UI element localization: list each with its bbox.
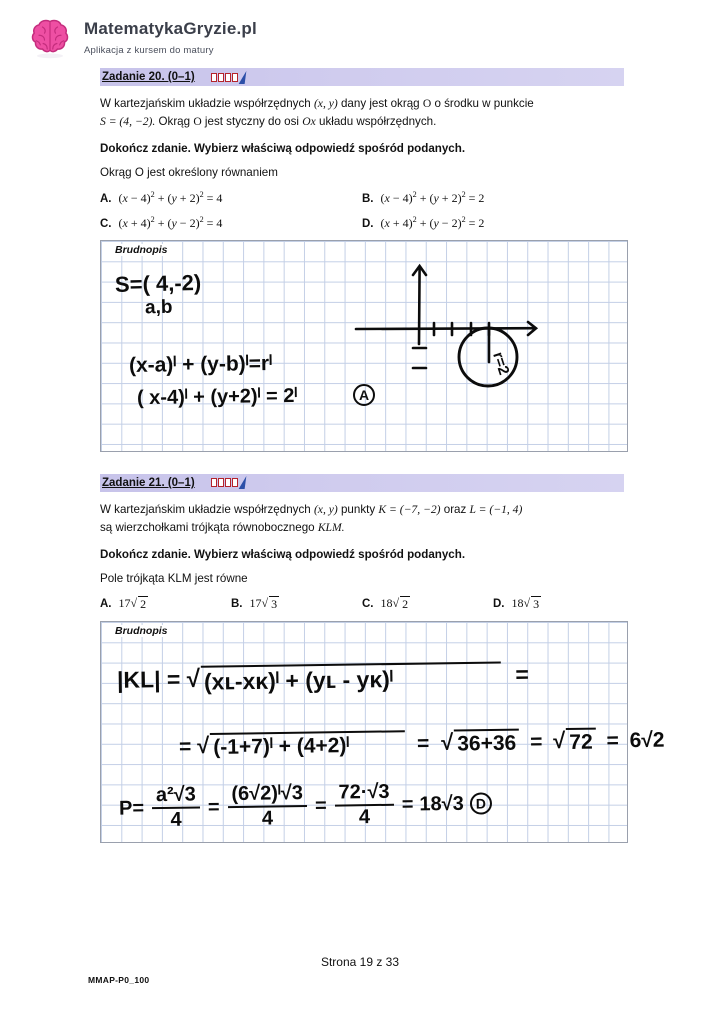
document-code: MMAP-P0_100 bbox=[88, 975, 150, 985]
handwriting-distance-computation-line: = √ (-1+7)ˡ + (4+2)ˡ = √ 36+36 = √ 72 = 6√2 bbox=[178, 727, 665, 759]
task-20 bbox=[0, 68, 720, 452]
brand-tagline: Aplikacja z kursem do matury bbox=[84, 44, 214, 56]
brand-name: MatematykaGryzie.pl bbox=[84, 19, 257, 38]
task-20-prompt: Okrąg O jest określony równaniem bbox=[100, 165, 278, 179]
answer-option-d[interactable]: D. $(x + 4)^2 + (y - 2)^2 = 2$ bbox=[362, 214, 485, 230]
points-boxes-icon bbox=[211, 476, 247, 489]
slash-icon bbox=[238, 476, 249, 489]
handwriting-coordinate-sketch bbox=[333, 249, 623, 449]
handwriting-radical-2: √ (-1+7)ˡ + (4+2)ˡ bbox=[197, 730, 405, 760]
radius-label: r=2 bbox=[489, 349, 513, 378]
scratch-area-task-21[interactable] bbox=[100, 621, 665, 843]
handwriting-fraction-2: $\frac{\text{(6√2)ˡ√3}}{4}$ bbox=[227, 782, 307, 831]
task-21-header bbox=[100, 474, 624, 492]
handwriting-ab-label: a,b bbox=[144, 296, 173, 319]
task-21-statement-line-2: są wierzchołkami trójkąta równobocznego KLM. bbox=[100, 520, 345, 534]
handwriting-fraction-1: $\frac{\text{a²√3}}{4}$ bbox=[152, 783, 201, 832]
task-20-header bbox=[100, 68, 624, 86]
handwriting-radical-3: √ 36+36 bbox=[441, 729, 519, 757]
answer-option-d[interactable]: D. 18 √ 3 bbox=[493, 595, 540, 611]
slash-icon bbox=[238, 71, 249, 84]
site-header bbox=[28, 16, 257, 60]
task-20-statement-line-2: S = (4, −2). Okrąg O jest styczny do osi Ox układu współrzędnych. bbox=[100, 114, 437, 128]
task-20-statement-line-1: W kartezjańskim układzie współrzędnych (x, y) dany jest okrąg O o środku w punkcie bbox=[100, 97, 534, 110]
answer-option-c[interactable]: C. $(x + 4)^2 + (y - 2)^2 = 4$ bbox=[100, 214, 223, 230]
task-21-instruction: Dokończ zdanie. Wybierz właściwą odpowiedź spośród podanych. bbox=[100, 547, 466, 561]
task-21-answers bbox=[100, 596, 624, 621]
handwriting-fraction-3: $\frac{72\cdot√3}{4}$ bbox=[334, 781, 394, 830]
handwriting-area-computation-line: P= $\frac{\text{a²√3}}{4}$ = $\frac{\text{(6√2)ˡ√3}}{4}$ = $\frac{72\cdot√3}{4}$ = 18√3 D bbox=[119, 779, 492, 832]
handwriting-circled-answer-a: A bbox=[353, 384, 375, 406]
exam-sheet bbox=[0, 68, 720, 843]
answer-option-c[interactable]: C. 18 √ 2 bbox=[362, 595, 409, 611]
scratch-area-task-20[interactable] bbox=[100, 240, 628, 452]
handwriting-radical-4: √ 72 bbox=[553, 727, 596, 755]
handwriting-radical-1: √ (xʟ-xᴋ)ˡ + (yʟ - yᴋ)ˡ bbox=[187, 661, 502, 695]
task-21-statement-line-1: W kartezjańskim układzie współrzędnych (x, y) punkty K = (−7, −2) oraz L = (−1, 4) bbox=[100, 502, 523, 516]
scratch-label: Brudnopis bbox=[112, 625, 171, 637]
page-number: Strona 19 z 33 bbox=[320, 955, 400, 969]
answer-option-a[interactable]: A. $(x - 4)^2 + (y + 2)^2 = 4$ bbox=[100, 189, 223, 205]
task-21-prompt: Pole trójkąta KLM jest równe bbox=[100, 571, 248, 585]
points-boxes-icon bbox=[211, 71, 247, 84]
task-21-title: Zadanie 21. (0–1) bbox=[102, 476, 195, 489]
answer-option-b[interactable]: B. $(x - 4)^2 + (y + 2)^2 = 2$ bbox=[362, 189, 485, 205]
handwriting-center-point: S=( 4,-2) bbox=[114, 269, 202, 297]
scratch-label: Brudnopis bbox=[112, 244, 171, 256]
answer-option-b[interactable]: B. 17 √ 3 bbox=[231, 595, 278, 611]
handwriting-substituted-formula: ( x-4)ˡ + (y+2)ˡ = 2ˡ bbox=[136, 384, 298, 410]
task-20-instruction: Dokończ zdanie. Wybierz właściwą odpowiedź spośród podanych. bbox=[100, 141, 466, 155]
brain-icon bbox=[28, 16, 72, 60]
handwriting-circled-answer-d: D bbox=[470, 792, 492, 814]
handwriting-distance-formula-line: |KL| = √ (xʟ-xᴋ)ˡ + (yʟ - yᴋ)ˡ = bbox=[116, 661, 529, 695]
task-20-title: Zadanie 20. (0–1) bbox=[102, 71, 195, 83]
task-20-answers bbox=[100, 190, 624, 240]
answer-option-a[interactable]: A. 17 √ 2 bbox=[100, 595, 147, 611]
task-21 bbox=[0, 474, 720, 843]
handwriting-circle-formula: (x-a)ˡ + (y-b)ˡ=rˡ bbox=[128, 351, 273, 377]
